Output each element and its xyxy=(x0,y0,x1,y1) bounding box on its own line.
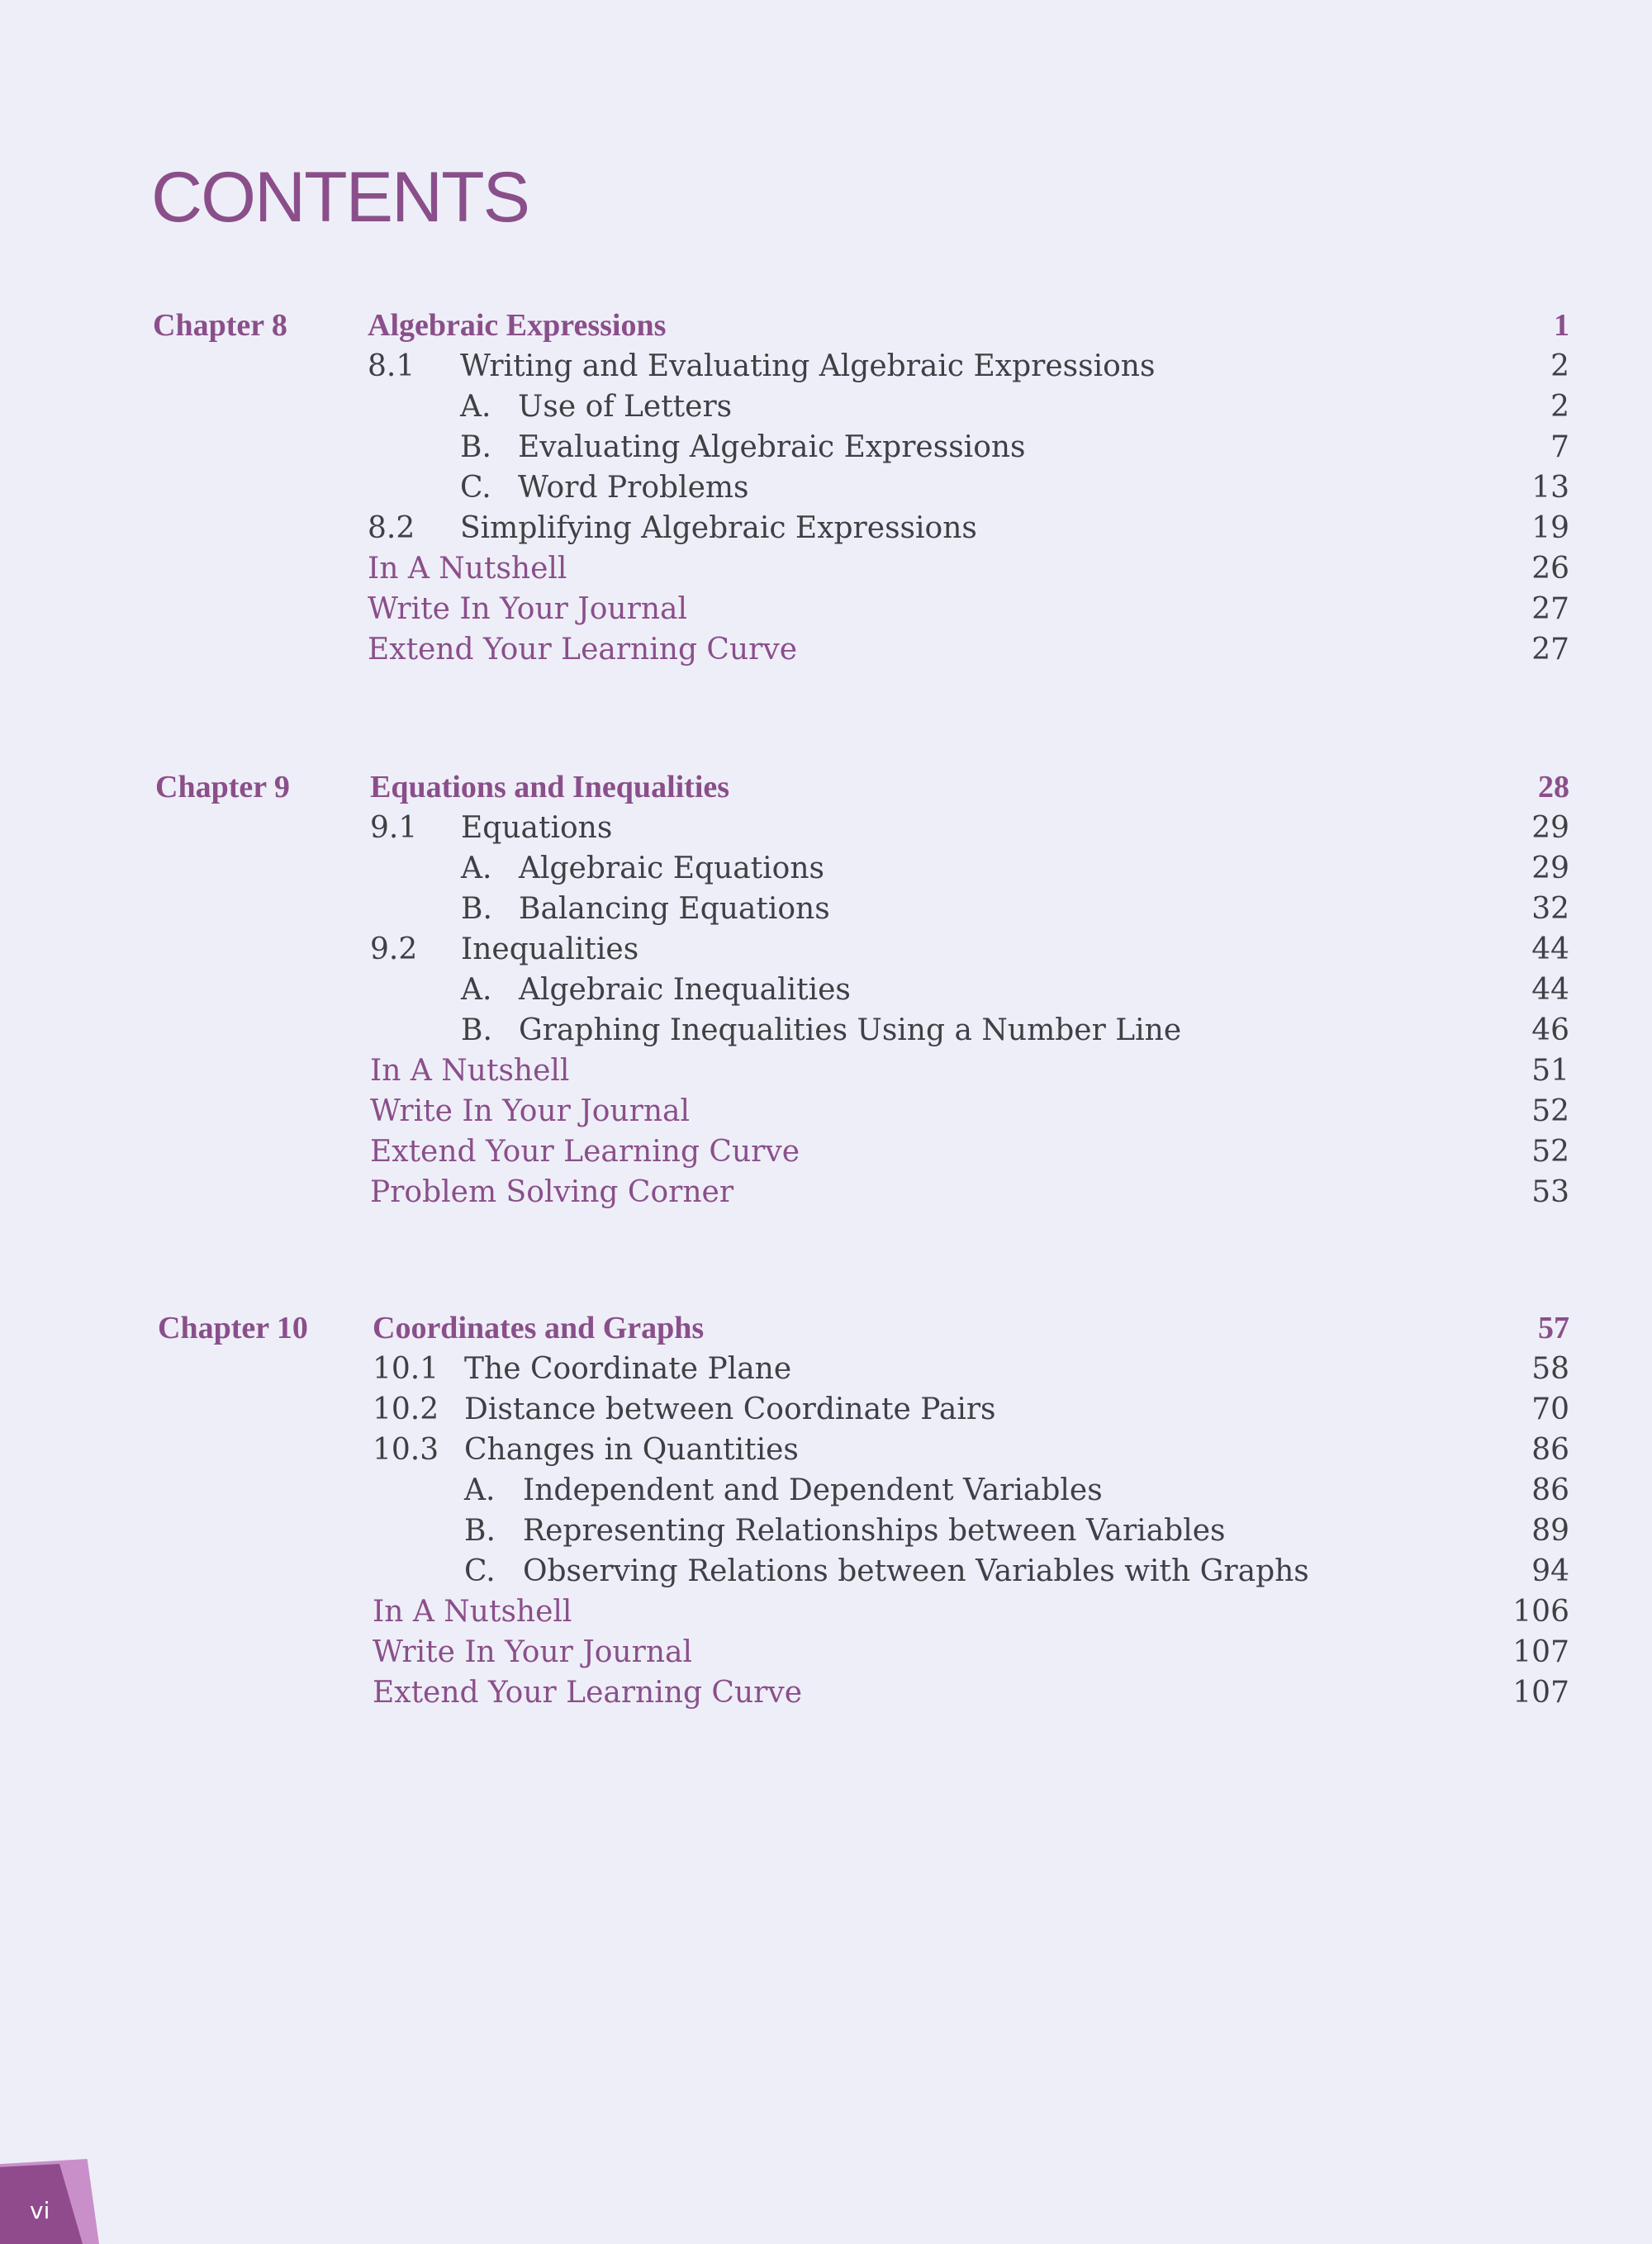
subsection-title[interactable]: Balancing Equations xyxy=(519,892,830,926)
subsection-letter: A. xyxy=(464,1473,496,1507)
section-number: 8.1 xyxy=(368,349,415,383)
entry-page: 70 xyxy=(1531,1392,1569,1426)
subsection-title[interactable]: Word Problems xyxy=(518,471,749,505)
section-title[interactable]: The Coordinate Plane xyxy=(464,1352,792,1386)
entry-page: 107 xyxy=(1512,1676,1569,1710)
page-title: CONTENTS xyxy=(151,158,529,237)
section-title[interactable]: Inequalities xyxy=(461,932,639,966)
entry-page: 29 xyxy=(1531,852,1569,885)
entry-page: 51 xyxy=(1531,1054,1569,1088)
section-number: 10.3 xyxy=(373,1433,439,1467)
entry-page: 44 xyxy=(1531,932,1569,966)
feature-title[interactable]: Write In Your Journal xyxy=(368,592,687,626)
subsection-letter: C. xyxy=(460,471,491,505)
section-title[interactable]: Writing and Evaluating Algebraic Expressions xyxy=(460,349,1156,383)
subsection-title[interactable]: Representing Relationships between Variables xyxy=(523,1514,1226,1548)
entry-page: 2 xyxy=(1550,349,1569,383)
section-number: 8.2 xyxy=(368,511,415,545)
feature-title[interactable]: In A Nutshell xyxy=(370,1054,570,1088)
chapter-label: Chapter 9 xyxy=(155,770,290,804)
feature-title[interactable]: Write In Your Journal xyxy=(373,1635,692,1669)
section-title[interactable]: Simplifying Algebraic Expressions xyxy=(460,511,977,545)
entry-page: 106 xyxy=(1512,1595,1569,1629)
section-number: 10.2 xyxy=(373,1392,439,1426)
section-title[interactable]: Equations xyxy=(461,811,613,845)
chapter-page: 1 xyxy=(1554,308,1569,343)
subsection-title[interactable]: Independent and Dependent Variables xyxy=(523,1473,1103,1507)
subsection-letter: C. xyxy=(464,1554,496,1588)
subsection-title[interactable]: Algebraic Equations xyxy=(519,852,824,885)
entry-page: 2 xyxy=(1550,390,1569,424)
chapter-label: Chapter 8 xyxy=(153,308,287,343)
feature-title[interactable]: Extend Your Learning Curve xyxy=(370,1135,800,1169)
subsection-letter: B. xyxy=(460,430,491,464)
subsection-letter: A. xyxy=(461,973,492,1007)
feature-title[interactable]: Problem Solving Corner xyxy=(370,1175,734,1209)
subsection-title[interactable]: Use of Letters xyxy=(518,390,733,424)
entry-page: 107 xyxy=(1512,1635,1569,1669)
entry-page: 58 xyxy=(1531,1352,1569,1386)
entry-page: 86 xyxy=(1531,1433,1569,1467)
entry-page: 13 xyxy=(1531,471,1569,505)
feature-title[interactable]: In A Nutshell xyxy=(373,1595,572,1629)
entry-page: 27 xyxy=(1531,592,1569,626)
chapter-title[interactable]: Coordinates and Graphs xyxy=(373,1311,705,1345)
entry-page: 29 xyxy=(1531,811,1569,845)
entry-page: 46 xyxy=(1531,1013,1569,1047)
chapter-page: 28 xyxy=(1538,770,1569,804)
entry-page: 53 xyxy=(1531,1175,1569,1209)
chapter-label: Chapter 10 xyxy=(158,1311,308,1345)
page-number: vi xyxy=(30,2197,50,2224)
chapter-title[interactable]: Equations and Inequalities xyxy=(370,770,730,804)
feature-title[interactable]: Extend Your Learning Curve xyxy=(368,633,798,667)
subsection-title[interactable]: Graphing Inequalities Using a Number Line xyxy=(519,1013,1182,1047)
entry-page: 52 xyxy=(1531,1094,1569,1128)
feature-title[interactable]: Extend Your Learning Curve xyxy=(373,1676,803,1710)
subsection-title[interactable]: Algebraic Inequalities xyxy=(519,973,851,1007)
section-title[interactable]: Changes in Quantities xyxy=(464,1433,799,1467)
entry-page: 26 xyxy=(1531,552,1569,586)
subsection-letter: B. xyxy=(461,1013,492,1047)
entry-page: 27 xyxy=(1531,633,1569,667)
subsection-letter: A. xyxy=(460,390,491,424)
chapter-title[interactable]: Algebraic Expressions xyxy=(368,308,667,343)
entry-page: 7 xyxy=(1550,430,1569,464)
section-number: 9.1 xyxy=(370,811,418,845)
section-title[interactable]: Distance between Coordinate Pairs xyxy=(464,1392,996,1426)
subsection-letter: B. xyxy=(461,892,492,926)
entry-page: 89 xyxy=(1531,1514,1569,1548)
entry-page: 86 xyxy=(1531,1473,1569,1507)
section-number: 10.1 xyxy=(373,1352,439,1386)
entry-page: 94 xyxy=(1531,1554,1569,1588)
subsection-letter: B. xyxy=(464,1514,496,1548)
feature-title[interactable]: Write In Your Journal xyxy=(370,1094,690,1128)
subsection-title[interactable]: Evaluating Algebraic Expressions xyxy=(518,430,1026,464)
feature-title[interactable]: In A Nutshell xyxy=(368,552,567,586)
entry-page: 44 xyxy=(1531,973,1569,1007)
section-number: 9.2 xyxy=(370,932,418,966)
entry-page: 32 xyxy=(1531,892,1569,926)
subsection-title[interactable]: Observing Relations between Variables with Graphs xyxy=(523,1554,1309,1588)
entry-page: 52 xyxy=(1531,1135,1569,1169)
chapter-page: 57 xyxy=(1538,1311,1569,1345)
subsection-letter: A. xyxy=(461,852,492,885)
entry-page: 19 xyxy=(1531,511,1569,545)
